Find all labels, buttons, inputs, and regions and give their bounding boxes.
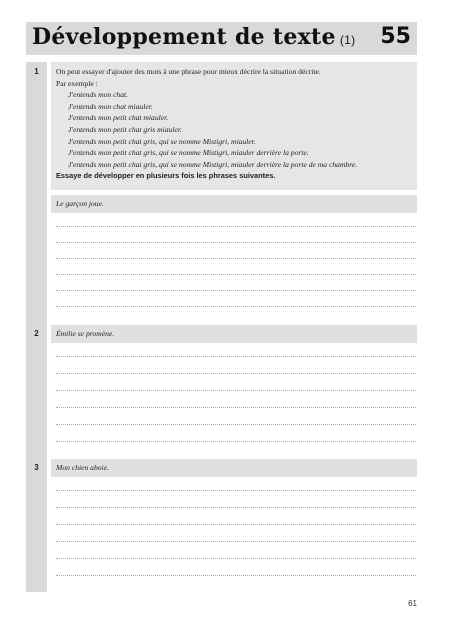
writing-line[interactable] — [56, 356, 416, 357]
left-margin-strip — [26, 62, 47, 592]
example-line: J'entends mon petit chat gris, qui se nomme Mistigri, miauler. — [68, 136, 256, 146]
exercise-prompt-bar — [51, 195, 417, 213]
writing-line[interactable] — [56, 242, 416, 243]
writing-line[interactable] — [56, 226, 416, 227]
section-number-3: 3 — [34, 463, 39, 472]
lesson-number-badge: 55 — [380, 24, 411, 49]
writing-line[interactable] — [56, 274, 416, 275]
exercise-prompt-bar — [51, 459, 417, 477]
exercise-sentence: Mon chien aboie. — [56, 463, 109, 472]
exercise-prompt-bar — [51, 325, 417, 343]
example-line: J'entends mon petit chat gris miauler. — [68, 124, 182, 134]
example-line: J'entends mon petit chat gris, qui se nomme Mistigri, miauler derrière la porte de ma chambre. — [68, 159, 358, 169]
writing-line[interactable] — [56, 575, 416, 576]
writing-line[interactable] — [56, 524, 416, 525]
writing-line[interactable] — [56, 373, 416, 374]
writing-line[interactable] — [56, 541, 416, 542]
example-label: Par exemple : — [56, 78, 98, 88]
writing-line[interactable] — [56, 407, 416, 408]
page-title: Développement de texte (1) — [32, 24, 356, 50]
intro-text — [56, 66, 357, 182]
section-number-2: 2 — [34, 329, 39, 338]
page-header — [26, 22, 417, 55]
writing-line[interactable] — [56, 424, 416, 425]
writing-line[interactable] — [56, 306, 416, 307]
writing-line[interactable] — [56, 558, 416, 559]
writing-line[interactable] — [56, 441, 416, 442]
writing-line[interactable] — [56, 258, 416, 259]
instruction-text: Essaye de développer en plusieurs fois les phrases suivantes. — [56, 171, 276, 181]
writing-line[interactable] — [56, 390, 416, 391]
writing-line[interactable] — [56, 490, 416, 491]
intro-lead: On peut essayer d'ajouter des mots à une phrase pour mieux décrire la situation décrite. — [56, 67, 321, 76]
exercise-sentence: Émilie se promène. — [56, 329, 115, 338]
section-number-1: 1 — [34, 67, 39, 76]
exercise-sentence: Le garçon joue. — [56, 199, 104, 208]
intro-box — [51, 62, 417, 190]
example-line: J'entends mon petit chat miauler. — [68, 113, 169, 123]
footer-page-number: 61 — [408, 599, 417, 608]
writing-line[interactable] — [56, 290, 416, 291]
example-line: J'entends mon petit chat gris, qui se nomme Mistigri, miauler derrière la porte. — [68, 148, 309, 158]
page-title-part: (1) — [339, 33, 356, 47]
writing-line[interactable] — [56, 507, 416, 508]
example-line: J'entends mon chat. — [68, 90, 129, 100]
example-line: J'entends mon chat miauler. — [68, 101, 153, 111]
